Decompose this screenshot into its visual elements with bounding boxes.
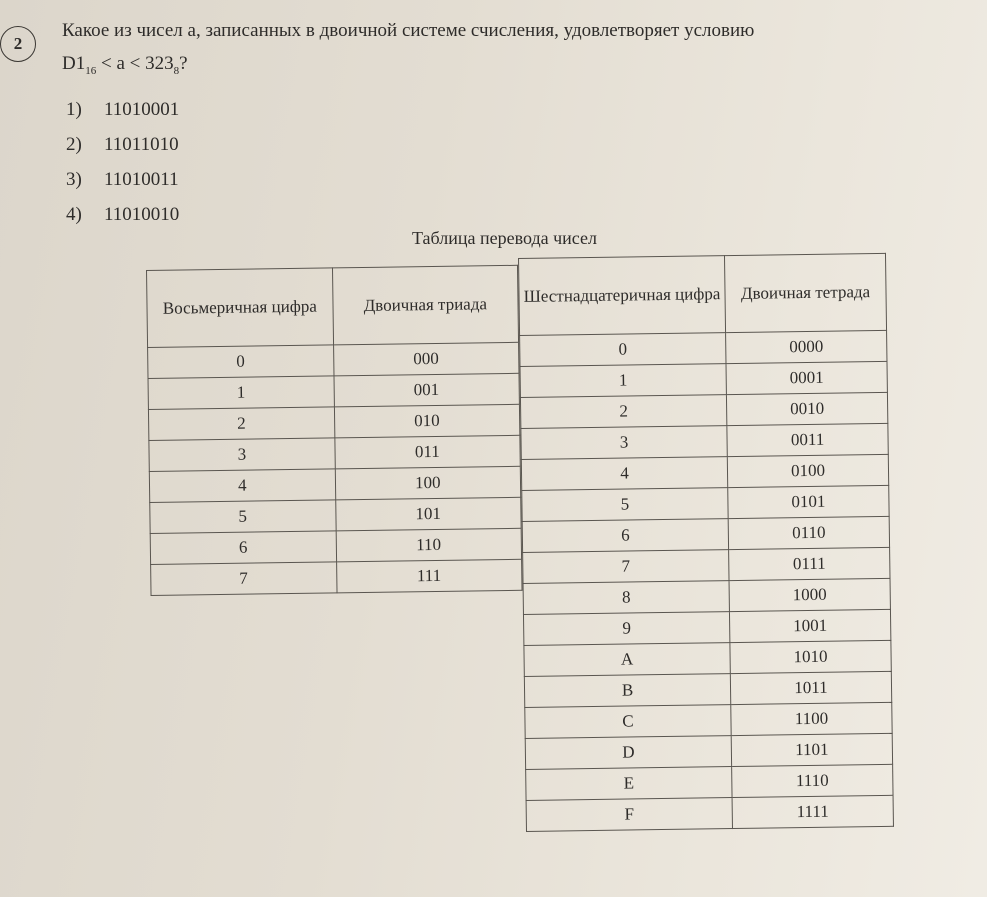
table-cell: 1010 <box>730 640 891 673</box>
table-cell: 0111 <box>729 547 890 580</box>
table-row <box>148 342 519 378</box>
table-row <box>521 423 888 459</box>
table-row <box>523 609 890 645</box>
header-binary-triad: Двоичная триада <box>332 265 518 345</box>
table-cell: 011 <box>334 435 520 469</box>
table-cell: 6 <box>522 519 728 553</box>
table-cell: 001 <box>334 373 520 407</box>
table-row <box>520 392 887 428</box>
table-cell: 5 <box>150 500 336 534</box>
question-text <box>62 14 962 88</box>
table-cell: 1100 <box>731 702 892 735</box>
table-row <box>524 640 891 676</box>
table-row <box>149 435 520 471</box>
table-cell: 1110 <box>732 764 893 797</box>
table-cell: 8 <box>523 581 729 615</box>
octal-table <box>146 265 523 596</box>
table-cell: B <box>524 674 730 708</box>
table-row <box>523 547 890 583</box>
table-row <box>522 516 889 552</box>
header-hex-digit: Шестнадцатеричная цифра <box>519 256 726 336</box>
table-cell: 110 <box>336 528 522 562</box>
table-row <box>521 454 888 490</box>
table-cell: 0001 <box>726 361 887 394</box>
table-cell: D <box>525 736 731 770</box>
table-cell: 1 <box>148 376 334 410</box>
answer-option[interactable]: 2) 11011010 <box>66 134 179 155</box>
table-row <box>149 466 520 502</box>
table-cell: 2 <box>148 407 334 441</box>
table-row <box>151 559 522 595</box>
table-cell: 7 <box>151 562 337 596</box>
table-cell: 3 <box>521 426 727 460</box>
table-cell: 1101 <box>731 733 892 766</box>
table-row <box>520 330 887 366</box>
question-text-before: Какое из чисел a, записанных в двоичной системе счисления, удовлетворяет условию <box>62 20 755 41</box>
table-caption: Таблица перевода чисел <box>412 228 597 248</box>
table-row <box>525 733 892 769</box>
table-row <box>150 497 521 533</box>
table-cell: 0 <box>148 345 334 379</box>
question-number: 2 <box>0 26 36 62</box>
table-cell: 3 <box>149 438 335 472</box>
table-cell: 9 <box>523 612 729 646</box>
table-cell: A <box>524 643 730 677</box>
table-row <box>150 528 521 564</box>
table-cell: 0000 <box>726 330 887 363</box>
table-cell: 0 <box>520 333 726 367</box>
table-cell: 1111 <box>732 795 893 828</box>
table-row <box>522 485 889 521</box>
table-cell: 6 <box>150 531 336 565</box>
table-cell: F <box>526 798 732 832</box>
answer-list <box>66 92 179 232</box>
table-cell: 000 <box>333 342 519 376</box>
table-cell: 0010 <box>726 392 887 425</box>
header-binary-tetrad: Двоичная тетрада <box>724 253 886 332</box>
table-cell: 0110 <box>728 516 889 549</box>
table-cell: E <box>526 767 732 801</box>
table-cell: 7 <box>523 550 729 584</box>
table-row <box>524 671 891 707</box>
table-cell: 5 <box>522 488 728 522</box>
table-cell: 0011 <box>727 423 888 456</box>
table-cell: 1001 <box>729 609 890 642</box>
table-cell: 101 <box>335 497 521 531</box>
hex-table <box>518 253 894 832</box>
header-octal-digit: Восьмеричная цифра <box>147 268 334 348</box>
answer-option[interactable]: 3) 11010011 <box>66 169 179 190</box>
table-row <box>526 764 893 800</box>
table-cell: 100 <box>335 466 521 500</box>
table-row <box>148 404 519 440</box>
table-cell: 4 <box>521 457 727 491</box>
table-cell: 1000 <box>729 578 890 611</box>
table-row <box>148 373 519 409</box>
condition: $D1_{16} < a < 323_8$? <box>62 53 188 77</box>
table-row <box>520 361 887 397</box>
table-cell: 4 <box>149 469 335 503</box>
table-cell: 1 <box>520 364 726 398</box>
table-cell: 2 <box>520 395 726 429</box>
table-row <box>525 702 892 738</box>
answer-option[interactable]: 1) 11010001 <box>66 99 180 120</box>
table-cell: 1011 <box>730 671 891 704</box>
table-cell: 111 <box>336 559 522 593</box>
table-cell: 0100 <box>727 454 888 487</box>
table-row <box>526 795 893 831</box>
table-cell: C <box>525 705 731 739</box>
answer-option[interactable]: 4) 11010010 <box>66 204 180 225</box>
table-cell: 0101 <box>728 485 889 518</box>
table-cell: 010 <box>334 404 520 438</box>
table-row <box>523 578 890 614</box>
